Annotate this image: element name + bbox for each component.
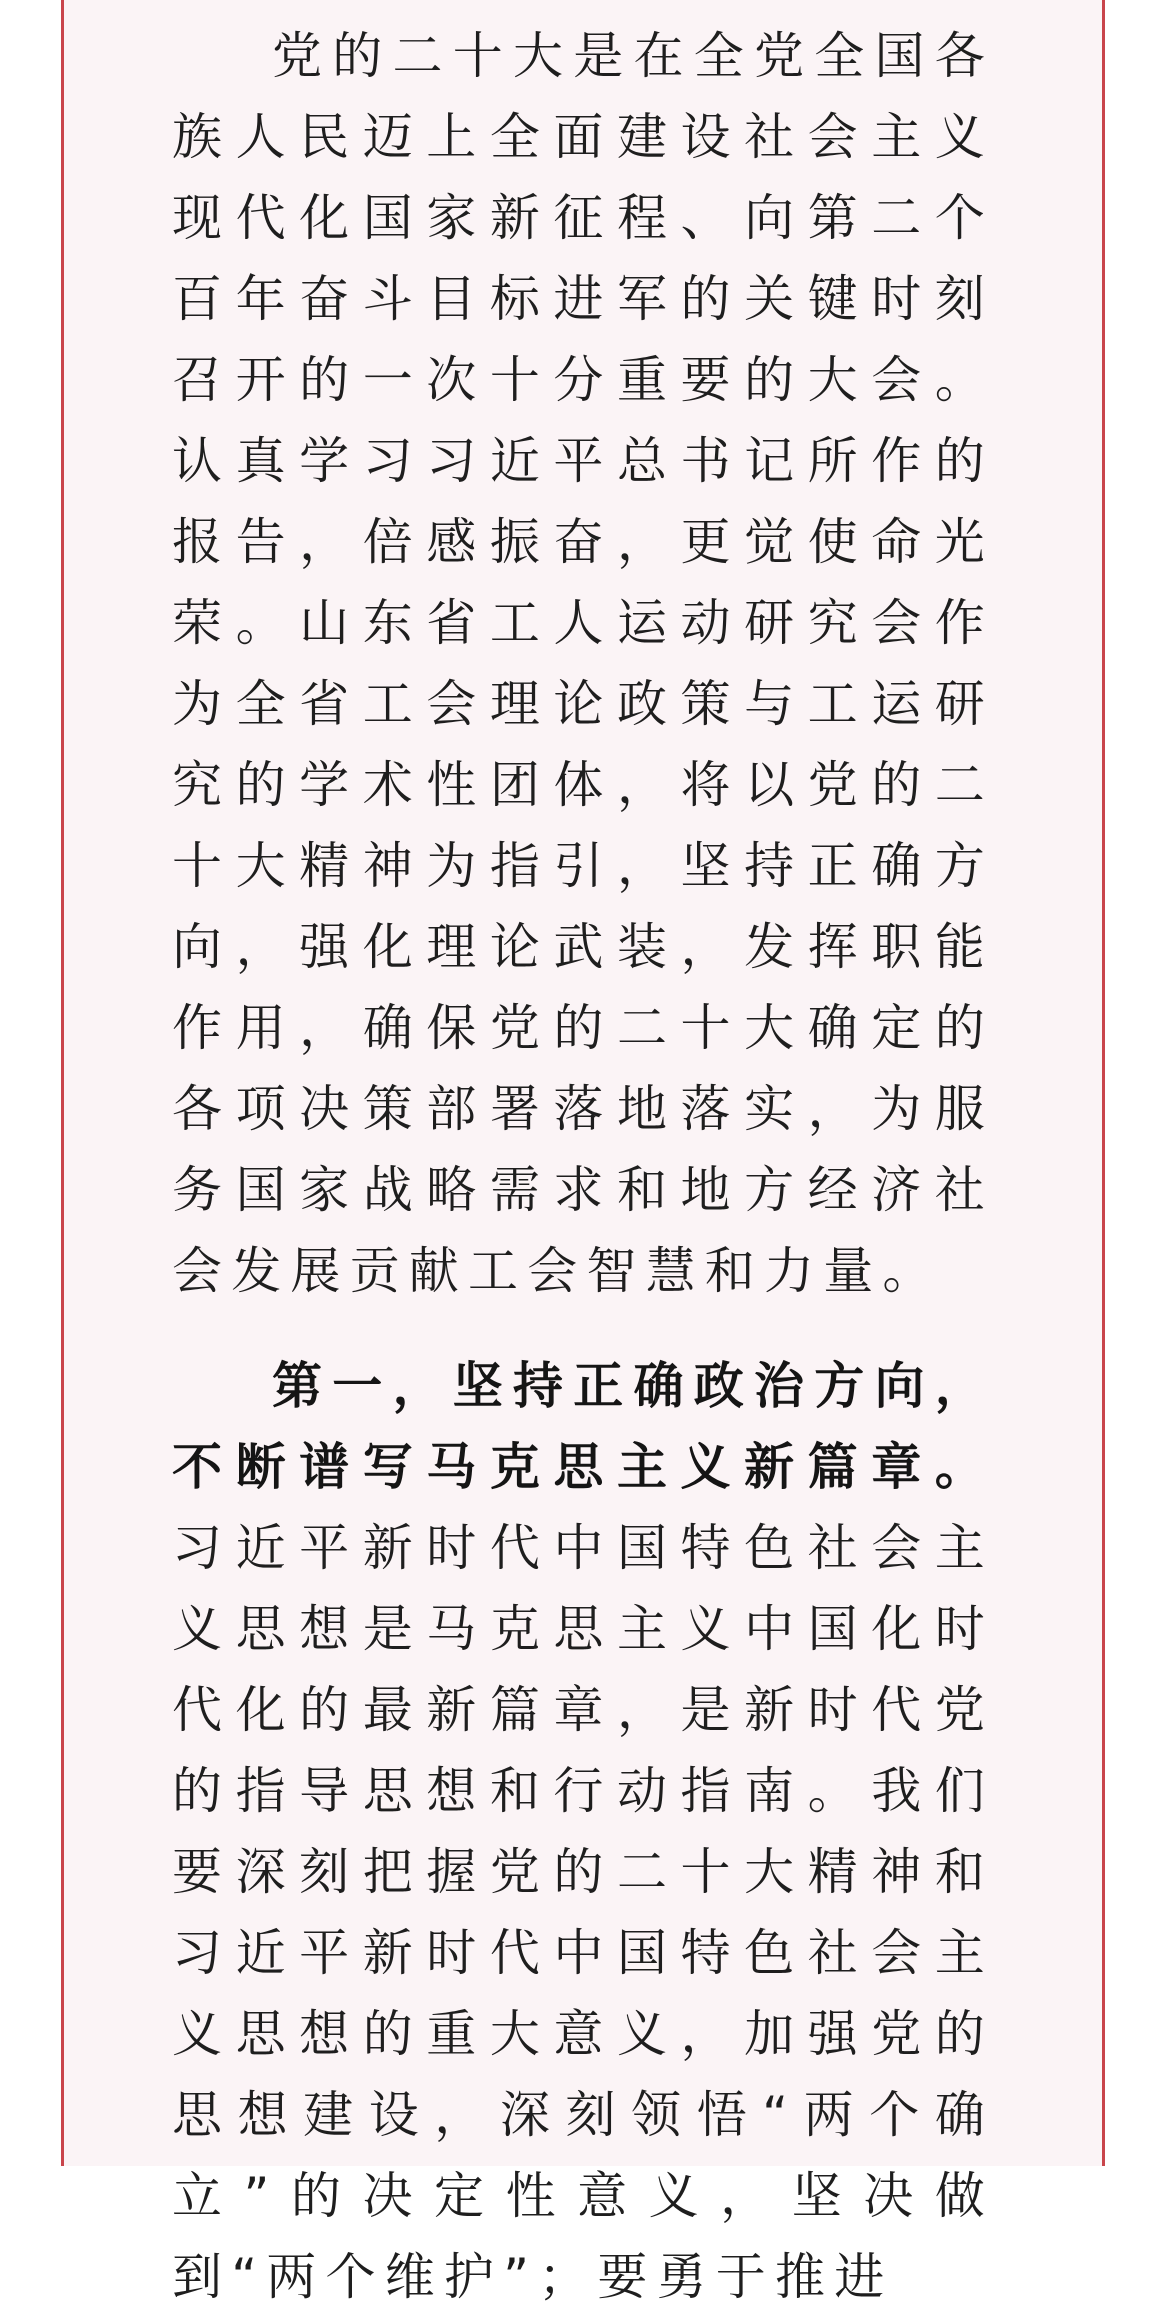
article-body [172,16,994,2318]
paragraph-intro: 党的二十大是在全党全国各族人民迈上全面建设社会主义现代化国家新征程、向第二个百年奋斗目标进军的关键时刻召开的一次十分重要的大会。认真学习习近平总书记所作的报告，倍感振奋，更觉使命光荣。山东省工人运动研究会作为全省工会理论政策与工运研究的学术性团体，将以党的二十大精神为指引，坚持正确方向，强化理论武装，发挥职能作用，确保党的二十大确定的各项决策部署落地落实，为服务国家战略需求和地方经济社会发展贡献工会智慧和力量。 [172,27,994,1300]
paragraph-body-text: 习近平新时代中国特色社会主义思想是马克思主义中国化时代化的最新篇章，是新时代党的指导思想和行动指南。我们要深刻把握党的二十大精神和习近平新时代中国特色社会主义思想的重大意义，加强党的思想建设，深刻领悟“两个确立”的决定性意义，坚决做到“两个维护”；要勇于推进 [172,1519,994,2306]
paragraph-first-point [172,1346,994,2318]
paragraph-lead-heading: 第一，坚持正确政治方向，不断谱写马克思主义新篇章。 [172,1357,994,1496]
